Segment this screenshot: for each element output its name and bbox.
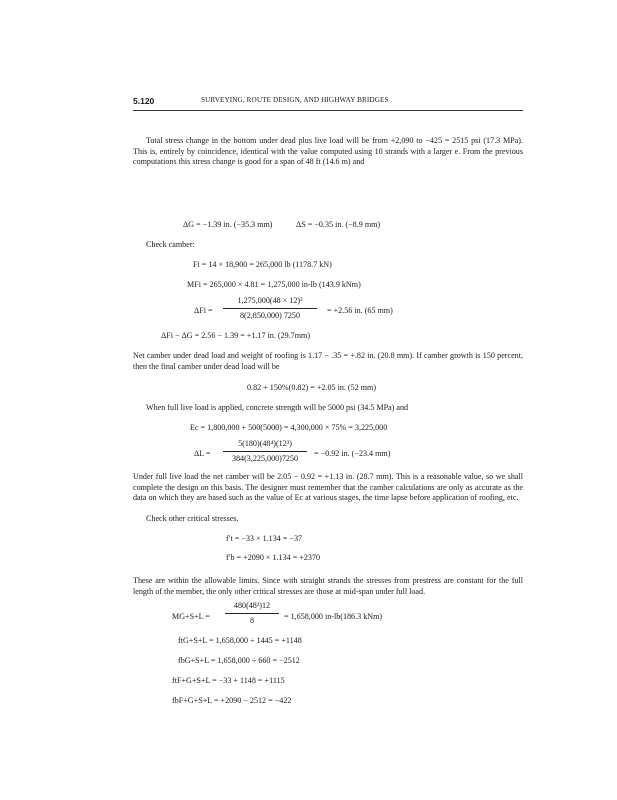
equation-dfi-minus-dg: ΔFi − ΔG = 2.56 − 1.39 = +1.17 in. (29.7mm) [161,331,311,340]
equation-fb-gsl: fbG+S+L = 1,658,000 ÷ 660 = −2512 [178,656,300,665]
equation-ft-fgsl: ftF+G+S+L = −33 + 1148 = +1115 [172,676,285,685]
equation-dfi-denominator: 8(2,850,000) 7250 [239,311,301,320]
equation-dfi-lhs: ΔFi = [194,306,213,315]
equation-dfi-rhs: = +2.56 in. (65 mm) [327,306,393,315]
equation-ec: Ec = 1,800,000 + 500(5000) = 4,300,000 × 75% = 3,225,000 [190,423,388,432]
equation-fb-fgsl: fbF+G+S+L = +2090 − 2512 = −422 [172,696,292,705]
equation-fb-prime: f′b = +2090 × 1.134 = +2370 [226,553,321,562]
paragraph-stress-change: Total stress change in the bottom under dead plus live load will be from +2,090 to −425 = 2515 psi (17.3 MPa). This is, entirely by coincidence, identical with the value computed using 10 strands with a larger e. From the previous computations this stress change is good for a span of 48 ft (14.6 m) and [133,136,523,167]
paragraph-full-live-load: When full live load is applied, concrete strength will be 5000 psi (34.5 MPa) and [146,403,409,412]
page-header [133,96,523,108]
equation-moment-denominator: 8 [249,616,255,625]
equation-moment-numerator: 480(48²)12 [233,601,271,610]
equation-mfi: MFi = 265,000 × 4.81 = 1,275,000 in-lb (143.9 kNm) [187,280,361,289]
equation-moment-lhs: MG+S+L = [172,612,210,621]
fraction-bar [223,451,307,452]
check-stresses-label: Check other critical stresses. [146,514,239,523]
paragraph-net-camber: Net camber under dead load and weight of roofing is 1.17 − .35 = +.82 in. (20.8 mm). If camber growth is 150 percent, then the final camber under dead load will be [133,351,523,371]
paragraph-net-camber-live: Under full live load the net camber will be 2.05 − 0.92 = +1.13 in. (28.7 mm). This is a reasonable value, so we shall complete the design on this basis. The designer must remember that the camber calculations are only as accurate as the data on which they are based such as the value of Ec at various stages, the time lapse before application of roofing, etc. [133,472,523,503]
page-number: 5.120 [133,96,155,106]
equation-dfi-numerator: 1,275,000(48 × 12)² [237,296,303,305]
running-title: SURVEYING, ROUTE DESIGN, AND HIGHWAY BRIDGES [201,96,389,104]
equation-delta-l-denominator: 384(3,225,000)7250 [231,454,299,463]
equation-delta-l-lhs: ΔL = [194,449,211,458]
equation-fi: Fi = 14 × 18,900 = 265,000 lb (1178.7 kN) [193,260,332,269]
fraction-bar [223,308,317,309]
equation-ft-prime: f′t = −33 × 1.134 = −37 [226,534,303,543]
equation-moment-rhs: = 1,658,000 in-lb(186.3 kNm) [284,612,383,621]
equation-delta-s: ΔS = −0.35 in. (−8.9 mm) [296,220,381,229]
check-camber-label: Check camber: [146,240,195,249]
paragraph-allowable-limits: These are within the allowable limits. Since with straight strands the stresses from prestress are constant for the full length of the member, the only other critical stresses are those at mid-span under full load. [133,576,523,596]
equation-delta-l-rhs: = −0.92 in. (−23.4 mm) [314,449,391,458]
equation-ft-gsl: ftG+S+L = 1,658,000 ÷ 1445 = +1148 [178,636,302,645]
equation-delta-g: ΔG = −1.39 in. (−35.3 mm) [183,220,273,229]
equation-final-camber: 0.82 + 150%(0.82) = +2.05 in. (52 mm) [247,383,377,392]
fraction-bar [225,613,279,614]
equation-delta-l-numerator: 5(180)(48⁴)(12³) [238,439,292,448]
header-rule [133,110,523,111]
